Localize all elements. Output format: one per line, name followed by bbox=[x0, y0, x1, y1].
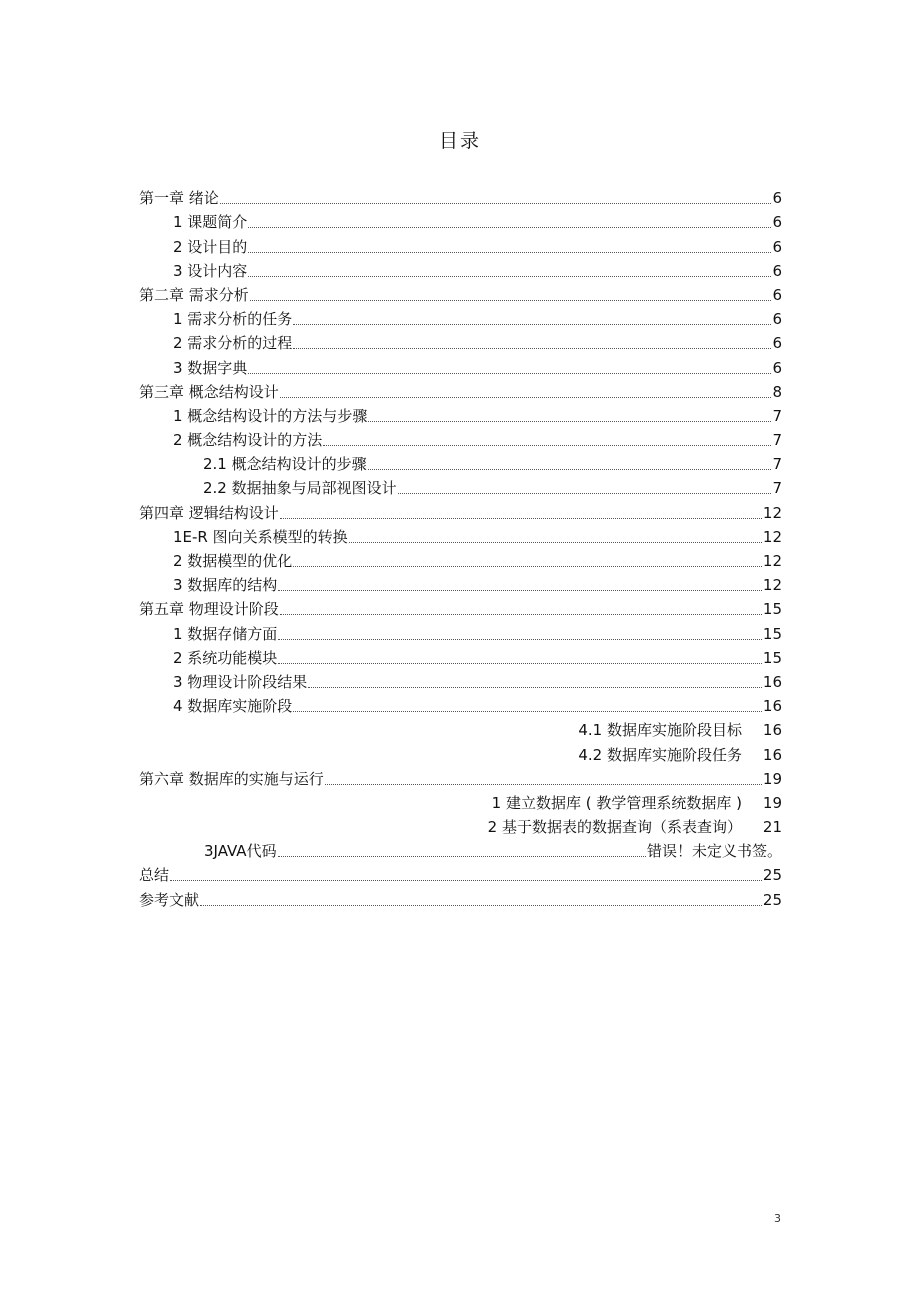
toc-entry-page: 19 bbox=[762, 769, 782, 788]
toc-entry-label: 2 设计目的 bbox=[139, 237, 247, 257]
toc-entry-page: 21 bbox=[762, 818, 782, 837]
toc-entry-label: 1 需求分析的任务 bbox=[139, 309, 292, 329]
toc-entry-label: 1 课题简介 bbox=[139, 212, 247, 232]
toc-entry[interactable] bbox=[139, 837, 782, 861]
toc-entry-label: 3 物理设计阶段结果 bbox=[139, 672, 307, 692]
dot-leader bbox=[368, 420, 771, 422]
toc-entry[interactable] bbox=[139, 740, 782, 764]
bookmark-error-text: 错误！未定义书签。 bbox=[646, 842, 782, 861]
toc-entry-label: 1 概念结构设计的方法与步骤 bbox=[139, 406, 367, 426]
dot-leader bbox=[293, 710, 762, 712]
toc-entry-label: 第一章 绪论 bbox=[139, 189, 219, 208]
dot-leader bbox=[280, 396, 772, 398]
toc-entry[interactable] bbox=[139, 644, 782, 668]
dot-leader bbox=[280, 517, 762, 519]
dot-leader bbox=[220, 202, 772, 204]
toc-entry-label: 3 数据库的结构 bbox=[139, 575, 277, 595]
toc-entry-chapter-3[interactable] bbox=[139, 378, 782, 402]
toc-entry-page: 15 bbox=[762, 648, 782, 667]
toc-entry-page: 6 bbox=[772, 358, 782, 377]
toc-entry-references[interactable] bbox=[139, 885, 782, 909]
toc-entry-label: 参考文献 bbox=[139, 890, 200, 909]
dot-leader bbox=[200, 904, 762, 906]
toc-entry-label: 2 基于数据表的数据查询（系表查询） bbox=[487, 818, 742, 837]
toc-entry-label: 总结 bbox=[139, 866, 170, 885]
toc-entry-label: 3 设计内容 bbox=[139, 261, 247, 281]
toc-entry-label: 3 数据字典 bbox=[139, 358, 247, 378]
toc-entry[interactable] bbox=[139, 789, 782, 813]
toc-entry-label: 2.1 概念结构设计的步骤 bbox=[139, 454, 367, 474]
toc-entry[interactable] bbox=[139, 668, 782, 692]
page-title: 目录 bbox=[438, 130, 481, 152]
toc-entry[interactable] bbox=[139, 474, 782, 498]
dot-leader bbox=[293, 323, 771, 325]
toc-entry[interactable] bbox=[139, 257, 782, 281]
toc-entry-label: 第四章 逻辑结构设计 bbox=[139, 503, 279, 522]
dot-leader bbox=[325, 783, 762, 785]
toc-entry-page: 6 bbox=[772, 189, 782, 208]
toc-entry-page: 25 bbox=[762, 866, 782, 885]
toc-entry-page: 25 bbox=[762, 890, 782, 909]
dot-leader bbox=[368, 468, 772, 470]
toc-entry-page: 7 bbox=[772, 479, 782, 498]
toc-entry[interactable] bbox=[139, 619, 782, 643]
toc-entry-page: 6 bbox=[772, 237, 782, 256]
dot-leader bbox=[278, 662, 762, 664]
dot-leader bbox=[278, 589, 762, 591]
toc-entry-page: 15 bbox=[762, 600, 782, 619]
dot-leader bbox=[250, 299, 772, 301]
toc-entry[interactable] bbox=[139, 329, 782, 353]
toc-entry-page: 12 bbox=[762, 552, 782, 570]
toc-entry-summary[interactable] bbox=[139, 861, 782, 885]
dot-leader bbox=[170, 879, 762, 881]
dot-leader bbox=[248, 226, 771, 228]
toc-entry[interactable] bbox=[139, 232, 782, 256]
toc-entry-page: 7 bbox=[772, 431, 782, 450]
toc-entry-page: 6 bbox=[772, 334, 782, 353]
dot-leader bbox=[323, 444, 771, 446]
toc-entry-page: 6 bbox=[772, 261, 782, 280]
dot-leader bbox=[248, 372, 771, 374]
dot-leader bbox=[293, 347, 771, 349]
table-of-contents bbox=[139, 184, 782, 910]
toc-entry-label: 2.2 数据抽象与局部视图设计 bbox=[139, 478, 397, 498]
toc-entry-chapter-6[interactable] bbox=[139, 765, 782, 789]
toc-entry-label: 2 数据模型的优化 bbox=[139, 551, 292, 571]
toc-entry-page: 12 bbox=[762, 576, 782, 595]
toc-entry[interactable] bbox=[139, 523, 782, 547]
dot-leader bbox=[248, 275, 771, 277]
toc-entry-label: 第五章 物理设计阶段 bbox=[139, 600, 279, 619]
toc-entry-page: 16 bbox=[762, 672, 782, 691]
toc-entry-page: 6 bbox=[772, 213, 782, 232]
toc-entry-label: 第六章 数据库的实施与运行 bbox=[139, 769, 324, 788]
toc-entry-chapter-5[interactable] bbox=[139, 595, 782, 619]
dot-leader bbox=[248, 251, 771, 253]
toc-entry-page: 19 bbox=[762, 793, 782, 812]
toc-entry[interactable] bbox=[139, 450, 782, 474]
toc-entry-page: 12 bbox=[762, 527, 782, 546]
toc-entry-chapter-1[interactable] bbox=[139, 184, 782, 208]
toc-entry[interactable] bbox=[139, 813, 782, 837]
toc-entry-page: 15 bbox=[762, 624, 782, 643]
toc-entry-page: 16 bbox=[762, 721, 782, 740]
toc-entry[interactable] bbox=[139, 353, 782, 377]
dot-leader bbox=[278, 855, 646, 857]
toc-entry-page: 8 bbox=[772, 382, 782, 401]
toc-entry-label: 4 数据库实施阶段 bbox=[139, 696, 292, 716]
page-number: 3 bbox=[774, 1212, 781, 1225]
toc-entry-label: 4.1 数据库实施阶段目标 bbox=[578, 721, 742, 740]
toc-entry-page: 12 bbox=[762, 503, 782, 522]
toc-entry[interactable] bbox=[139, 305, 782, 329]
toc-entry-page: 7 bbox=[772, 455, 782, 474]
toc-entry[interactable] bbox=[139, 208, 782, 232]
toc-entry[interactable] bbox=[139, 547, 782, 571]
toc-entry-page: 6 bbox=[772, 310, 782, 329]
toc-entry[interactable] bbox=[139, 716, 782, 740]
toc-entry-label: 3JAVA代码 bbox=[139, 841, 277, 861]
toc-entry-label: 2 系统功能模块 bbox=[139, 648, 277, 668]
toc-entry-label: 第二章 需求分析 bbox=[139, 285, 249, 304]
toc-entry[interactable] bbox=[139, 402, 782, 426]
toc-entry[interactable] bbox=[139, 571, 782, 595]
toc-entry-page: 16 bbox=[762, 745, 782, 764]
toc-entry-label: 第三章 概念结构设计 bbox=[139, 382, 279, 401]
toc-entry-label: 1 建立数据库 ( 教学管理系统数据库 ) bbox=[491, 793, 742, 812]
toc-entry-chapter-4[interactable] bbox=[139, 498, 782, 522]
dot-leader bbox=[278, 638, 762, 640]
toc-entry-page: 6 bbox=[772, 285, 782, 304]
toc-entry-label: 1 数据存储方面 bbox=[139, 624, 277, 644]
toc-entry-label: 2 需求分析的过程 bbox=[139, 333, 292, 353]
toc-entry[interactable] bbox=[139, 692, 782, 716]
toc-entry-chapter-2[interactable] bbox=[139, 281, 782, 305]
dot-leader bbox=[308, 686, 762, 688]
dot-leader bbox=[280, 613, 762, 615]
toc-entry[interactable] bbox=[139, 426, 782, 450]
dot-leader bbox=[349, 541, 762, 543]
toc-entry-label: 2 概念结构设计的方法 bbox=[139, 430, 322, 450]
dot-leader bbox=[293, 565, 762, 567]
toc-entry-label: 1E-R 图向关系模型的转换 bbox=[139, 527, 348, 547]
toc-entry-page: 16 bbox=[762, 697, 782, 716]
toc-entry-page: 7 bbox=[772, 406, 782, 425]
toc-entry-label: 4.2 数据库实施阶段任务 bbox=[578, 745, 742, 764]
dot-leader bbox=[398, 492, 772, 494]
